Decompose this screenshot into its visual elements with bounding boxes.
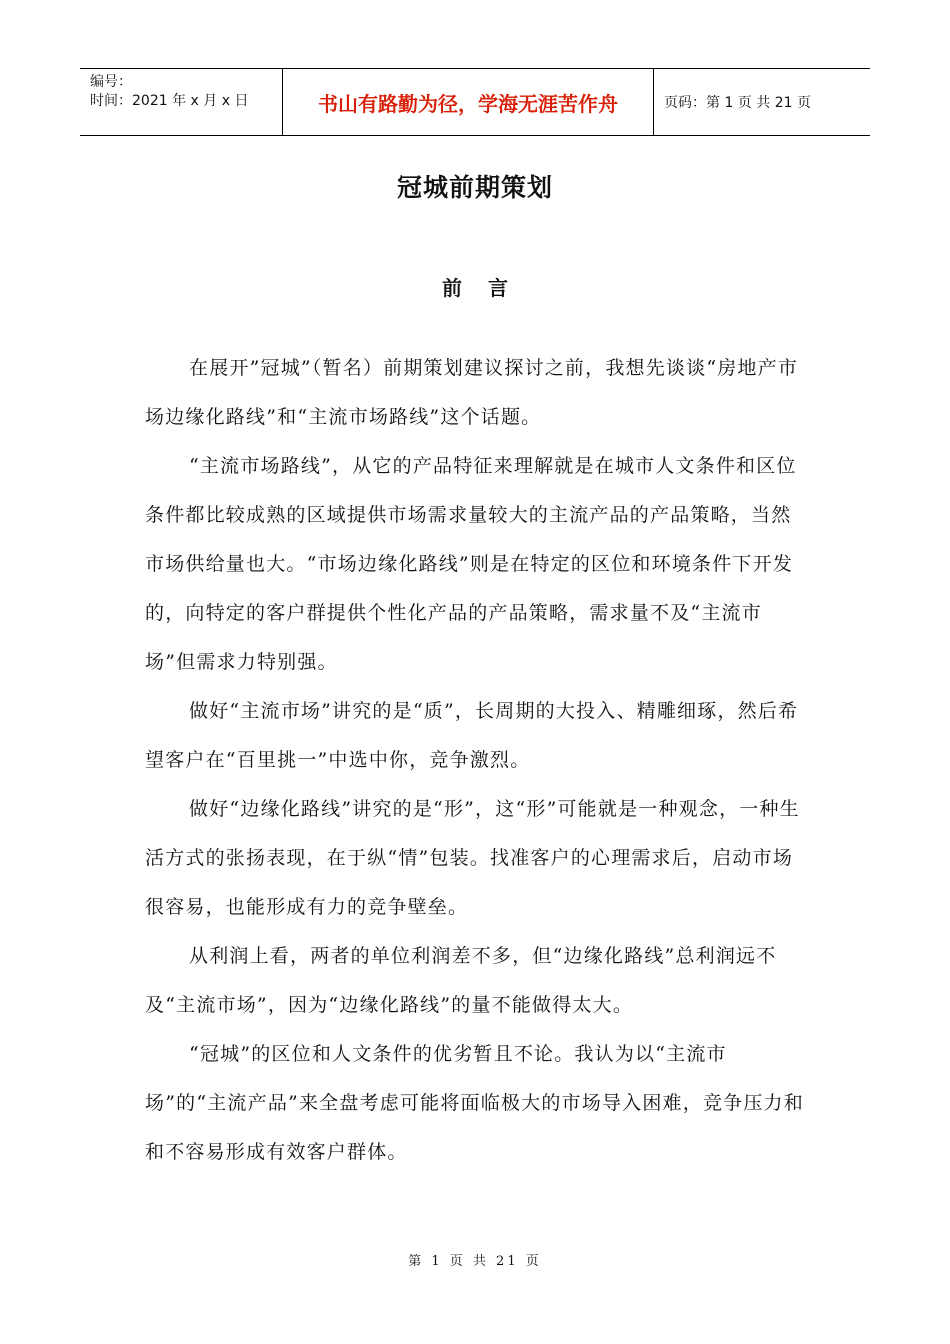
paragraph: “冠城”的区位和人文条件的优劣暂且不论。我认为以“主流市场”的“主流产品”来全盘考虑可能将面临极大的市场导入困难，竞争压力和和不容易形成有效客户群体。	[145, 1043, 804, 1163]
paragraph: 从利润上看，两者的单位利润差不多，但“边缘化路线”总利润远不及“主流市场”，因为“边缘化路线”的量不能做得太大。	[145, 945, 777, 1016]
document-time-label: 时间：2021 年 x 月 x 日	[90, 93, 249, 109]
header-page-code: 页码：第 1 页 共 21 页	[664, 95, 811, 111]
document-number-label: 编号：	[90, 74, 132, 90]
paragraph: 在展开”冠城”（暂名）前期策划建议探讨之前，我想先谈谈“房地产市场边缘化路线”和“主流市场路线”这个话题。	[145, 357, 799, 428]
paragraph: “主流市场路线”，从它的产品特征来理解就是在城市人文条件和区位条件都比较成熟的区域提供市场需求量较大的主流产品的产品策略，当然市场供给量也大。“市场边缘化路线”则是在特定的区位和环境条件下开发的，向特定的客户群提供个性化产品的产品策略，需求量不及“主流市场”但需求力特别强。	[145, 455, 797, 673]
document-title: 冠城前期策划	[396, 173, 553, 202]
page-footer: 第 1 页 共 21 页	[408, 1254, 542, 1269]
header-table	[80, 68, 870, 136]
section-title: 前言	[442, 276, 534, 300]
paragraph: 做好“主流市场”讲究的是“质”，长周期的大投入、精雕细琢，然后希望客户在“百里挑一”中选中你，竞争激烈。	[145, 700, 799, 771]
body-text	[145, 344, 807, 1177]
header-motto: 书山有路勤为径，学海无涯苦作舟	[282, 69, 654, 135]
header-meta	[80, 69, 282, 135]
paragraph: 做好“边缘化路线”讲究的是“形”，这“形”可能就是一种观念，一种生活方式的张扬表现，在于纵“情”包装。找准客户的心理需求后，启动市场很容易，也能形成有力的竞争壁垒。	[145, 798, 800, 918]
